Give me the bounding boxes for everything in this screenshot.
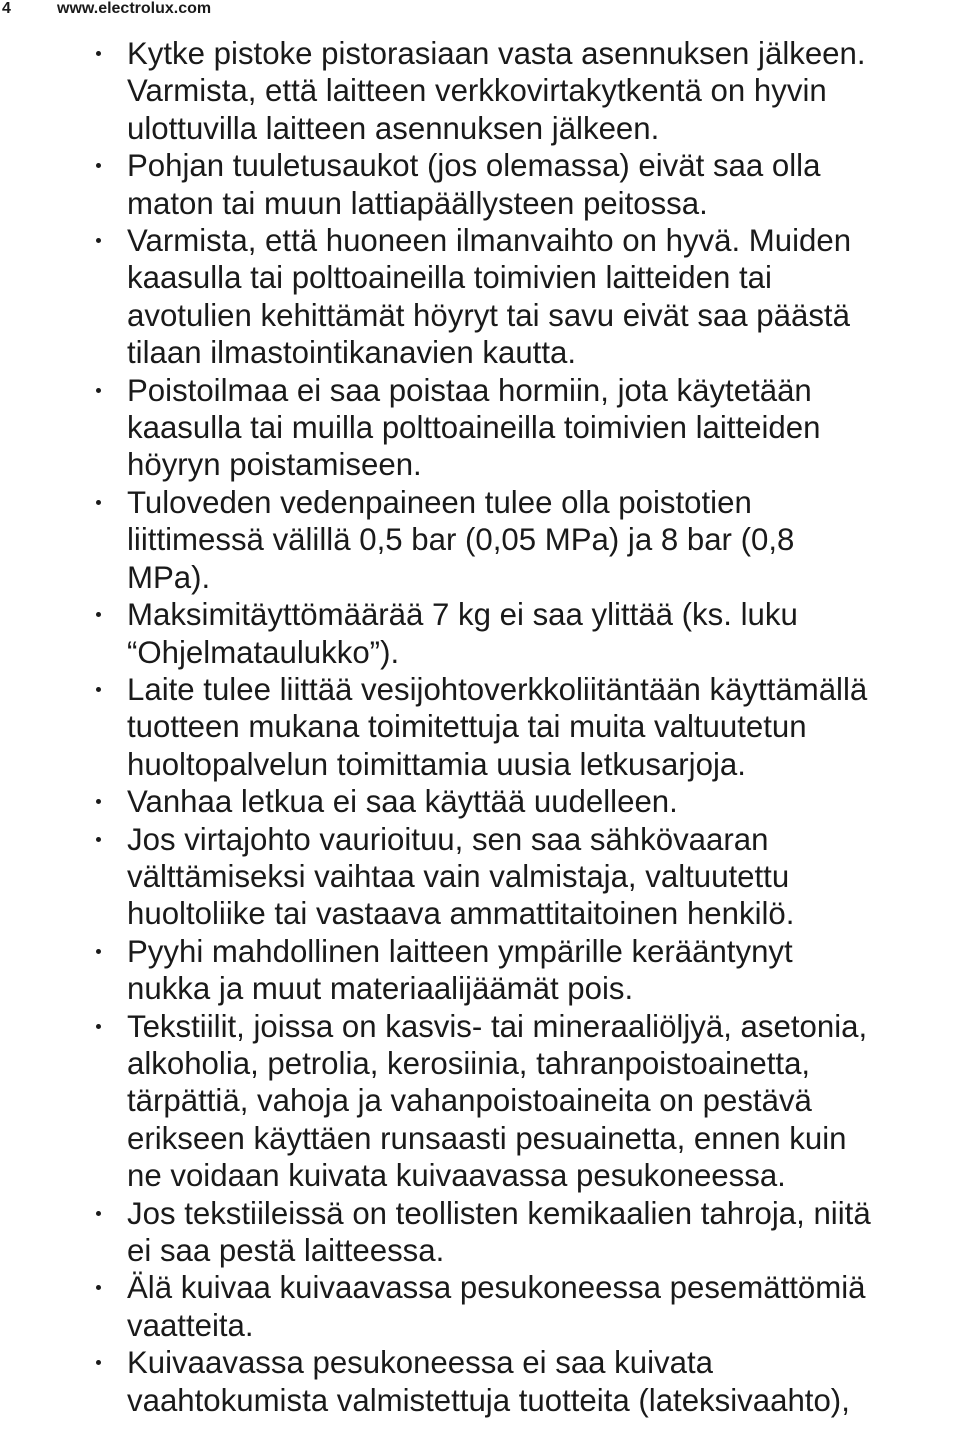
list-item [0,821,960,933]
list-item-text: Älä kuivaa kuivaavassa pesukoneessa pesemättömiä vaatteita. [127,1270,866,1343]
bullet-icon [96,500,101,505]
list-item-text: Tekstiilit, joissa on kasvis- tai mineraaliöljyä, asetonia, alkoholia, petrolia, kerosiinia, tahranpoistoainetta, tärpättiä, vahoja ja vahanpoistoaineita on pestävä erikseen käyttäen runsaasti pesuainetta, ennen kuin ne voidaan kuivata kuivaavassa pesukoneessa. [127,1008,868,1194]
list-item [0,671,960,783]
bullet-icon [96,799,101,804]
page-number: 4 [2,0,11,17]
bullet-icon [96,687,101,692]
list-item [0,1344,960,1419]
bullet-icon [96,238,101,243]
bullet-icon [96,1360,101,1365]
safety-instructions-list [0,35,960,1419]
list-item [0,783,960,820]
list-item-text: Kuivaavassa pesukoneessa ei saa kuivata vaahtokumista valmistettuja tuotteita (lateksivaahto), [127,1345,850,1418]
bullet-icon [96,51,101,56]
list-item [0,1269,960,1344]
list-item [0,933,960,1008]
list-item-text: Jos tekstiileissä on teollisten kemikaalien tahroja, niitä ei saa pestä laitteessa. [127,1195,871,1268]
site-url: www.electrolux.com [57,0,212,17]
bullet-icon [96,163,101,168]
list-item-text: Pohjan tuuletusaukot (jos olemassa) eivät saa olla maton tai muun lattiapäällysteen peitossa. [127,148,821,221]
list-item-text: Poistoilmaa ei saa poistaa hormiin, jota käytetään kaasulla tai muilla polttoaineilla toimivien laitteiden höyryn poistamiseen. [127,372,821,483]
list-item-text: Jos virtajohto vaurioituu, sen saa sähkövaaran välttämiseksi vaihtaa vain valmistaja, valtuutettu huoltoliike tai vastaava ammattitaitoinen henkilö. [127,821,795,932]
list-item-text: Varmista, että huoneen ilmanvaihto on hyvä. Muiden kaasulla tai polttoaineilla toimivien laitteiden tai avotulien kehittämät höyryt tai savu eivät saa päästä tilaan ilmastointikanavien kautta. [127,223,852,371]
list-item-text: Tuloveden vedenpaineen tulee olla poistotien liittimessä välillä 0,5 bar (0,05 MPa) ja 8 bar (0,8 MPa). [127,484,795,595]
list-item [0,484,960,596]
bullet-icon [96,837,101,842]
list-item-text: Pyyhi mahdollinen laitteen ympärille kerääntynyt nukka ja muut materiaalijäämät pois. [127,933,793,1007]
list-item [0,1008,960,1195]
list-item-text: Vanhaa letkua ei saa käyttää uudelleen. [127,784,678,820]
bullet-icon [96,388,101,393]
bullet-icon [96,1211,101,1216]
list-item-text: Laite tulee liittää vesijohtoverkkoliitäntään käyttämällä tuotteen mukana toimitettuja tai muita valtuutetun huoltopalvelun toimittamia uusia letkusarjoja. [127,671,868,782]
list-item [0,1195,960,1270]
bullet-icon [96,1024,101,1029]
page-header [0,0,211,22]
bullet-icon [96,1285,101,1290]
list-item [0,35,960,147]
bullet-icon [96,949,101,954]
list-item-text: Maksimitäyttömäärää 7 kg ei saa ylittää (ks. luku “Ohjelmataulukko”). [127,597,798,670]
list-item [0,372,960,484]
list-item [0,222,960,372]
list-item [0,596,960,671]
list-item [0,147,960,222]
bullet-icon [96,612,101,617]
list-item-text: Kytke pistoke pistorasiaan vasta asennuksen jälkeen. Varmista, että laitteen verkkovirtakytkentä on hyvin ulottuvilla laitteen asennuksen jälkeen. [127,36,866,146]
